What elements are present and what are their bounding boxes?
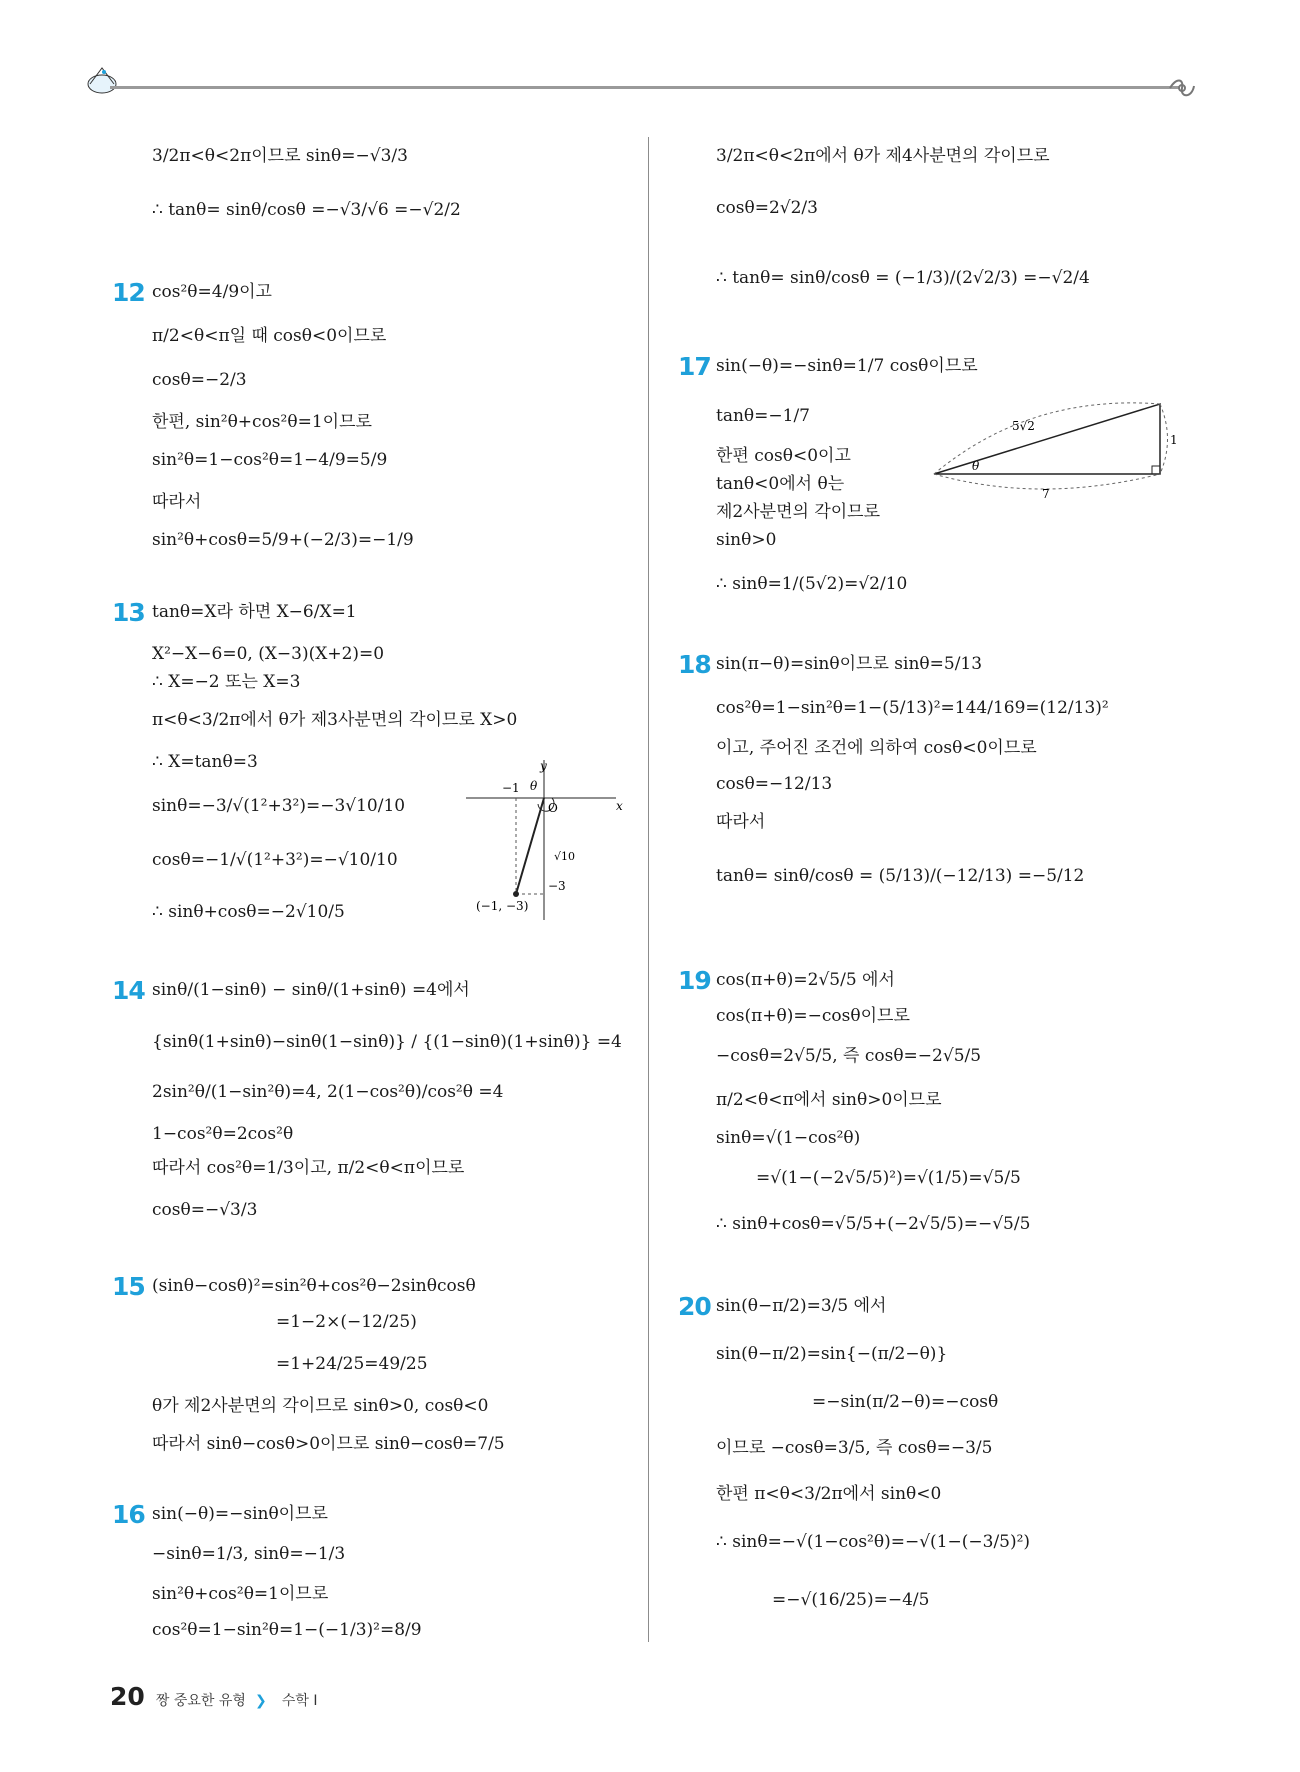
hypotenuse-label: 5√2 [1012,419,1035,433]
solution-line: 이므로 −cosθ=3/5, 즉 cosθ=−3/5 [716,1438,993,1458]
solution-line: sinθ=−3/√(1²+3²)=−3√10/10 [152,796,406,816]
solution-line: 한편 cosθ<0이고 [716,446,851,466]
problem-number: 20 [678,1292,711,1321]
solution-line: =1+24/25=49/25 [276,1354,428,1374]
point-label: (−1, −3) [476,899,529,913]
solution-line: tanθ=−1/7 [716,406,810,426]
side-brace [1160,404,1168,474]
angle-label: θ [972,459,980,473]
solution-line: ∴ sinθ+cosθ=√5/5+(−2√5/5)=−√5/5 [716,1214,1031,1234]
solution-line: π<θ<3/2π에서 θ가 제3사분면의 각이므로 X>0 [152,710,518,730]
solution-line: cos²θ=1−sin²θ=1−(−1/3)²=8/9 [152,1620,422,1640]
solution-line: sin(θ−π/2)=3/5 에서 [716,1296,887,1316]
solution-line: 따라서 sinθ−cosθ>0이므로 sinθ−cosθ=7/5 [152,1434,505,1454]
solution-line: ∴ sinθ+cosθ=−2√10/5 [152,902,345,922]
solution-line: cos²θ=1−sin²θ=1−(5/13)²=144/169=(12/13)² [716,698,1109,718]
solution-line: cosθ=−√3/3 [152,1200,258,1220]
problem-number: 18 [678,650,711,679]
problem-number: 14 [112,976,145,1005]
solution-line: ∴ sinθ=−√(1−cos²θ)=−√(1−(−3/5)²) [716,1532,1031,1552]
solution-line: X²−X−6=0, (X−3)(X+2)=0 [152,644,385,664]
solution-line: π/2<θ<π일 때 cosθ<0이므로 [152,326,387,346]
chevron-icon: ❯ [255,1693,267,1709]
solution-line: tanθ<0에서 θ는 [716,474,845,494]
solution-line: ∴ tanθ= sinθ/cosθ = (−1/3)/(2√2/3) =−√2/4 [716,268,1090,288]
solution-line: cos(π+θ)=2√5/5 에서 [716,970,895,990]
quadrant-angle-figure [466,760,646,920]
solution-line: cos²θ=4/9이고 [152,282,272,302]
solution-line: cosθ=−2/3 [152,370,247,390]
problem-number: 12 [112,278,145,307]
solution-line: θ가 제2사분면의 각이므로 sinθ>0, cosθ<0 [152,1396,489,1416]
solution-line: π/2<θ<π에서 sinθ>0이므로 [716,1090,942,1110]
opposite-label: 1 [1170,433,1178,447]
right-angle-marker [1152,466,1160,474]
solution-line: ∴ sinθ=1/(5√2)=√2/10 [716,574,908,594]
solution-line: ∴ tanθ= sinθ/cosθ =−√3/√6 =−√2/2 [152,200,461,220]
solution-line: sin(−θ)=−sinθ=1/7 cosθ이므로 [716,356,978,376]
solution-line: 따라서 [716,812,766,832]
ribbon-bird-logo-icon [84,62,124,98]
page-footer [110,1682,318,1711]
solution-line: sinθ=√(1−cos²θ) [716,1128,861,1148]
solution-line: 제2사분면의 각이므로 [716,502,881,522]
solution-line: −cosθ=2√5/5, 즉 cosθ=−2√5/5 [716,1046,982,1066]
terminal-ray [516,798,544,894]
tick-label: −3 [548,879,566,893]
tick-label: −1 [502,781,520,795]
solution-line: 1−cos²θ=2cos²θ [152,1124,294,1144]
solution-line: {sinθ(1+sinθ)−sinθ(1−sinθ)} / {(1−sinθ)(1+sinθ)} =4 [152,1032,622,1052]
solution-line: sin(−θ)=−sinθ이므로 [152,1504,328,1524]
solution-line: cosθ=−12/13 [716,774,833,794]
solution-line: sinθ>0 [716,530,777,550]
problem-number: 13 [112,598,145,627]
subject-label: 수학 Ⅰ [281,1693,318,1709]
solution-line: sin²θ+cosθ=5/9+(−2/3)=−1/9 [152,530,414,550]
page-number: 20 [110,1682,145,1711]
solution-line: tanθ=X라 하면 X−6/X=1 [152,602,357,622]
solution-line: =√(1−(−2√5/5)²)=√(1/5)=√5/5 [756,1168,1021,1188]
solution-line: 따라서 cos²θ=1/3이고, π/2<θ<π이므로 [152,1158,465,1178]
solution-line: 3/2π<θ<2π에서 θ가 제4사분면의 각이므로 [716,146,1050,166]
solution-line: 3/2π<θ<2π이므로 sinθ=−√3/3 [152,146,408,166]
solution-line: cos(π+θ)=−cosθ이므로 [716,1006,910,1026]
book-title: 짱 중요한 유형 [155,1693,246,1709]
x-axis-label: x [616,799,623,813]
right-triangle-figure [930,394,1190,504]
solution-line: =−sin(π/2−θ)=−cosθ [812,1392,999,1412]
solution-line: sin(π−θ)=sinθ이므로 sinθ=5/13 [716,654,983,674]
origin-label: O [548,801,558,815]
solution-line: 따라서 [152,492,202,512]
point-marker [513,891,519,897]
solution-line: 한편 π<θ<3/2π에서 sinθ<0 [716,1484,942,1504]
solution-line: sin²θ=1−cos²θ=1−4/9=5/9 [152,450,388,470]
solution-line: 한편, sin²θ+cos²θ=1이므로 [152,412,372,432]
solution-line: =−√(16/25)=−4/5 [772,1590,930,1610]
solution-line: 이고, 주어진 조건에 의하여 cosθ<0이므로 [716,738,1037,758]
problem-number: 16 [112,1500,145,1529]
radius-label: √10 [554,850,576,863]
solution-line: =1−2×(−12/25) [276,1312,417,1332]
solution-line: cosθ=2√2/3 [716,198,818,218]
solution-line: 2sin²θ/(1−sin²θ)=4, 2(1−cos²θ)/cos²θ =4 [152,1082,504,1102]
solution-line: cosθ=−1/√(1²+3²)=−√10/10 [152,850,398,870]
solution-line: ∴ X=tanθ=3 [152,752,258,772]
angle-label: θ [530,779,538,793]
column-divider [648,137,649,1642]
header-rule [110,86,1180,89]
problem-number: 17 [678,352,711,381]
solution-line: ∴ X=−2 또는 X=3 [152,672,301,692]
solution-line: −sinθ=1/3, sinθ=−1/3 [152,1544,346,1564]
solution-line: (sinθ−cosθ)²=sin²θ+cos²θ−2sinθcosθ [152,1276,476,1296]
problem-number: 15 [112,1272,145,1301]
solution-line: sin(θ−π/2)=sin{−(π/2−θ)} [716,1344,948,1364]
solution-line: sin²θ+cos²θ=1이므로 [152,1584,329,1604]
adjacent-label: 7 [1042,487,1050,501]
y-axis-label: y [540,760,547,773]
problem-number: 19 [678,966,711,995]
ribbon-knot-icon [1168,78,1198,100]
solution-line: sinθ/(1−sinθ) − sinθ/(1+sinθ) =4에서 [152,980,470,1000]
solution-line: tanθ= sinθ/cosθ = (5/13)/(−12/13) =−5/12 [716,866,1085,886]
